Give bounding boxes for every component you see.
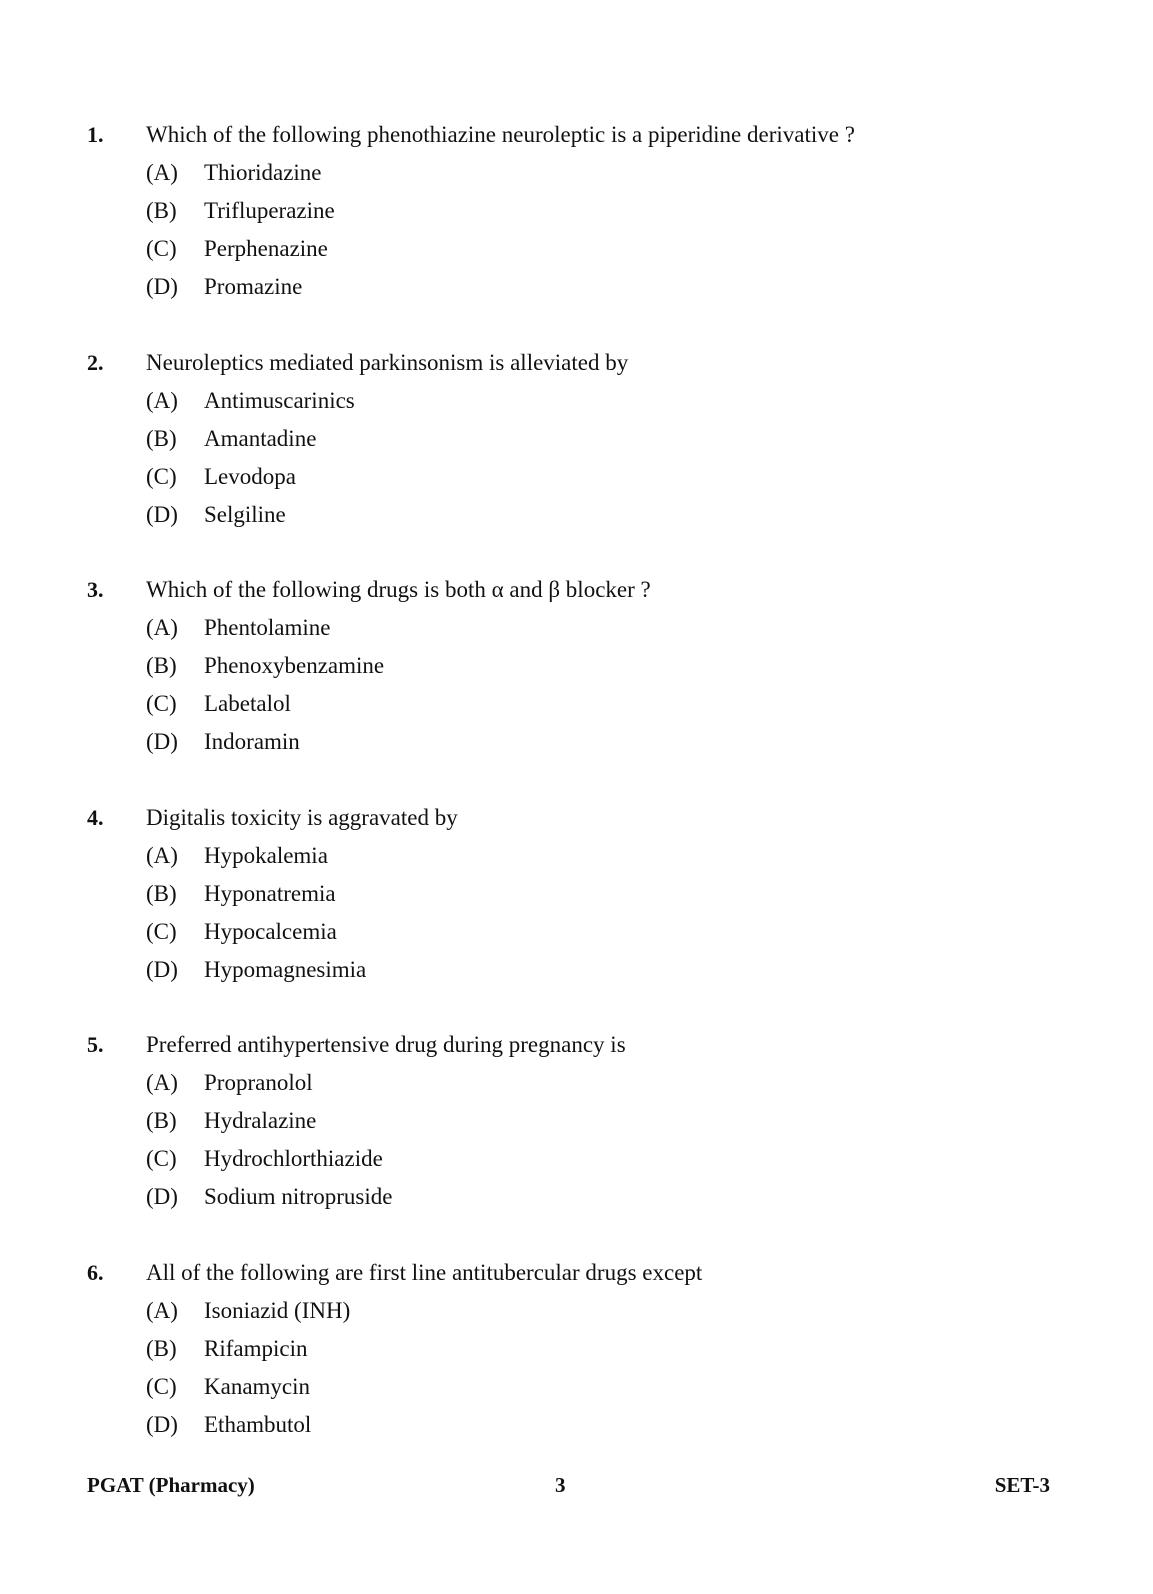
option-letter: (A) bbox=[146, 388, 178, 413]
option-letter: (D) bbox=[146, 502, 178, 527]
question-text: Digitalis toxicity is aggravated by bbox=[146, 805, 458, 830]
option-text: Selgiline bbox=[204, 502, 286, 527]
question-text: Neuroleptics mediated parkinsonism is alleviated by bbox=[146, 350, 629, 375]
exam-title: PGAT (Pharmacy) bbox=[87, 1473, 255, 1497]
option-text: Indoramin bbox=[204, 729, 300, 754]
set-code: SET-3 bbox=[994, 1473, 1050, 1497]
option-text: Phenoxybenzamine bbox=[204, 653, 385, 678]
option-text: Rifampicin bbox=[204, 1336, 308, 1361]
option-letter: (C) bbox=[146, 691, 177, 716]
question-text: Which of the following drugs is both α and β blocker ? bbox=[146, 577, 651, 602]
option-letter: (B) bbox=[146, 881, 177, 906]
option-text: Isoniazid (INH) bbox=[204, 1298, 351, 1323]
option-letter: (A) bbox=[146, 1070, 178, 1095]
question-number: 6. bbox=[87, 1260, 104, 1285]
option-letter: (C) bbox=[146, 919, 177, 944]
question-number: 5. bbox=[87, 1032, 104, 1057]
question-text: Which of the following phenothiazine neuroleptic is a piperidine derivative ? bbox=[146, 122, 855, 147]
option-text: Amantadine bbox=[204, 426, 317, 451]
option-letter: (C) bbox=[146, 464, 177, 489]
question-text: Preferred antihypertensive drug during pregnancy is bbox=[146, 1032, 626, 1057]
option-letter: (D) bbox=[146, 1412, 178, 1437]
option-letter: (C) bbox=[146, 236, 177, 261]
option-letter: (D) bbox=[146, 274, 178, 299]
option-text: Hyponatremia bbox=[204, 881, 336, 906]
option-letter: (A) bbox=[146, 615, 178, 640]
option-text: Promazine bbox=[204, 274, 303, 299]
option-letter: (B) bbox=[146, 653, 177, 678]
option-text: Hydralazine bbox=[204, 1108, 317, 1133]
option-letter: (A) bbox=[146, 843, 178, 868]
question-number: 3. bbox=[87, 577, 104, 602]
option-letter: (D) bbox=[146, 957, 178, 982]
option-text: Propranolol bbox=[204, 1070, 313, 1095]
page-number: 3 bbox=[555, 1473, 566, 1497]
question-number: 2. bbox=[87, 350, 104, 375]
option-letter: (A) bbox=[146, 160, 178, 185]
question-text: All of the following are first line antitubercular drugs except bbox=[146, 1260, 703, 1285]
option-letter: (C) bbox=[146, 1374, 177, 1399]
question-number: 4. bbox=[87, 805, 104, 830]
option-text: Ethambutol bbox=[204, 1412, 312, 1437]
option-text: Trifluperazine bbox=[204, 198, 335, 223]
option-letter: (D) bbox=[146, 729, 178, 754]
option-text: Levodopa bbox=[204, 464, 296, 489]
option-text: Kanamycin bbox=[204, 1374, 311, 1399]
option-letter: (B) bbox=[146, 426, 177, 451]
option-text: Hypomagnesimia bbox=[204, 957, 367, 982]
question-number: 1. bbox=[87, 122, 104, 147]
option-letter: (B) bbox=[146, 198, 177, 223]
option-text: Phentolamine bbox=[204, 615, 331, 640]
option-text: Sodium nitropruside bbox=[204, 1184, 393, 1209]
option-letter: (B) bbox=[146, 1108, 177, 1133]
option-letter: (A) bbox=[146, 1298, 178, 1323]
option-letter: (D) bbox=[146, 1184, 178, 1209]
option-text: Labetalol bbox=[204, 691, 291, 716]
option-text: Hypokalemia bbox=[204, 843, 328, 868]
option-text: Thioridazine bbox=[204, 160, 322, 185]
option-text: Antimuscarinics bbox=[204, 388, 355, 413]
page-footer bbox=[0, 1471, 1153, 1501]
option-letter: (C) bbox=[146, 1146, 177, 1171]
option-text: Perphenazine bbox=[204, 236, 328, 261]
option-letter: (B) bbox=[146, 1336, 177, 1361]
option-text: Hydrochlorthiazide bbox=[204, 1146, 383, 1171]
option-text: Hypocalcemia bbox=[204, 919, 337, 944]
